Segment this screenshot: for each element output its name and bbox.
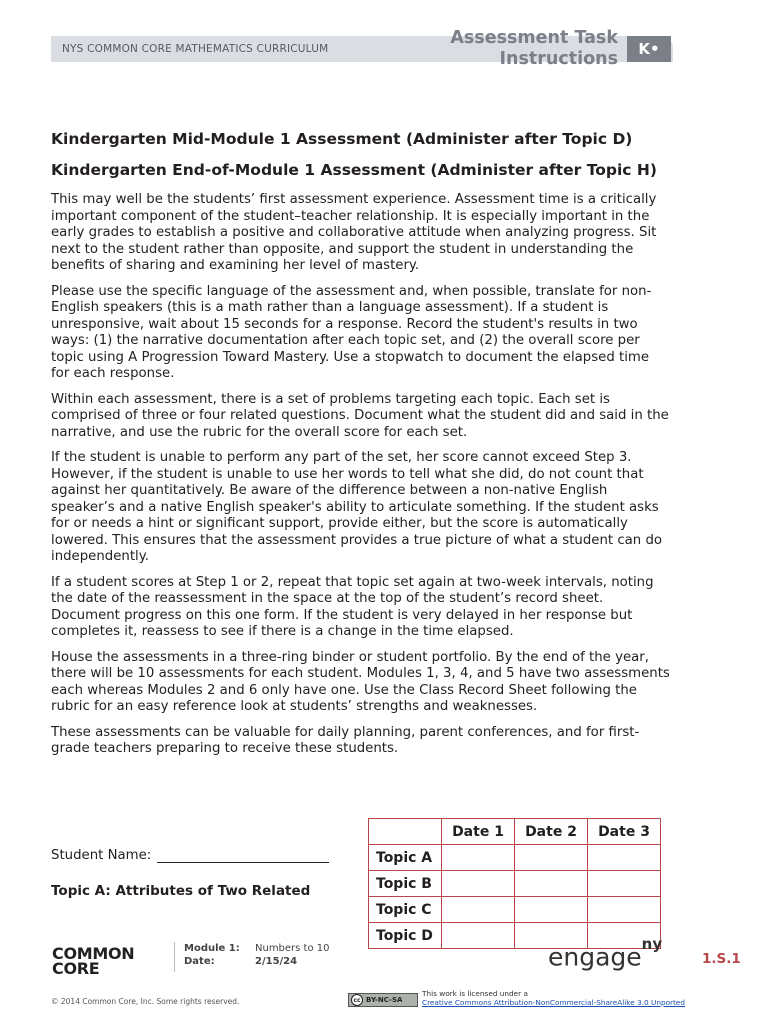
instructions-body xyxy=(51,130,671,767)
topic-heading: Topic A: Attributes of Two Related xyxy=(51,883,311,899)
brand-text: engage xyxy=(548,942,642,972)
copyright: © 2014 Common Core, Inc. Some rights reserved. xyxy=(51,997,240,1006)
table-header-row xyxy=(369,819,661,845)
date-cell[interactable] xyxy=(442,871,515,897)
row-label: Topic B xyxy=(369,871,442,897)
brand-sup: ny xyxy=(641,935,663,953)
engageny-logo xyxy=(548,935,663,972)
paragraph: Please use the specific language of the assessment and, when possible, translate for non-English speakers (this is a math rather than a language assessment). If a student is unresponsive, wait about 15 seconds for a response. Record the student's results in two ways: (1) the narrative documentation after each topic set, and (2) the overall score per topic using A Progression Toward Mastery. Use a stopwatch to document the elapsed time for each response. xyxy=(51,283,652,381)
date-cell[interactable] xyxy=(515,871,588,897)
license-text: This work is licensed under a xyxy=(422,989,528,998)
date-cell[interactable] xyxy=(442,845,515,871)
row-label: Topic C xyxy=(369,897,442,923)
module-value: Numbers to 10 xyxy=(255,943,330,954)
common-core-logo xyxy=(52,946,134,976)
column-header: Date 2 xyxy=(515,819,588,845)
table-row xyxy=(369,845,661,871)
license-link[interactable]: Creative Commons Attribution-NonCommercial-ShareAlike 3.0 Unported xyxy=(422,998,686,1007)
cc-license-badge xyxy=(348,993,418,1007)
column-header: Date 1 xyxy=(442,819,515,845)
column-header: Date 3 xyxy=(588,819,661,845)
page-title-line2: Instructions xyxy=(499,49,618,69)
table-corner-cell xyxy=(369,819,442,845)
record-table xyxy=(368,818,661,949)
date-cell[interactable] xyxy=(442,923,515,949)
cc-icon: cc xyxy=(351,994,363,1006)
page-title xyxy=(450,28,618,70)
row-label: Topic A xyxy=(369,845,442,871)
date-cell[interactable] xyxy=(588,897,661,923)
license-notice xyxy=(422,989,685,1007)
paragraph: This may well be the students’ first assessment experience. Assessment time is a critically important component of the student–teacher relationship. It is especially important in the early grades to establish a positive and collaborative attitude when analyzing progress. Sit next to the student rather than opposite, and support the student in understanding the benefits of sharing and examining her level of mastery. xyxy=(51,192,657,273)
logo-line1: COMMON xyxy=(52,944,135,963)
curriculum-label: NYS COMMON CORE MATHEMATICS CURRICULUM xyxy=(62,43,329,55)
date-cell[interactable] xyxy=(515,897,588,923)
logo-line2: CORE xyxy=(52,959,100,978)
student-name-row xyxy=(51,848,329,863)
paragraph: Within each assessment, there is a set of problems targeting each topic. Each set is comprised of three or four related questions. Document what the student did and said in the narrative, and use the rubric for the overall score for each set. xyxy=(51,391,669,440)
paragraph: House the assessments in a three-ring binder or student portfolio. By the end of the year, there will be 10 assessments for each student. Modules 1, 3, 4, and 5 have two assessments each whereas Modules 2 and 6 only have one. Use the Class Record Sheet following the rubric for an easy reference look at students’ strengths and weaknesses. xyxy=(51,649,670,714)
footer-divider xyxy=(174,942,175,972)
student-name-label: Student Name: xyxy=(51,848,152,863)
table-row xyxy=(369,897,661,923)
date-label: Date: xyxy=(184,956,215,967)
date-cell[interactable] xyxy=(588,845,661,871)
footer-meta xyxy=(184,942,330,968)
paragraph: If a student scores at Step 1 or 2, repeat that topic set again at two-week intervals, noting the date of the reassessment in the space at the top of the student’s record sheet. Document progress on this one form. If the student is very delayed in her response but completes it, reassess to see if there is a change in the time elapsed. xyxy=(51,574,654,639)
row-label: Topic D xyxy=(369,923,442,949)
cc-badge-text: BY-NC-SA xyxy=(366,996,403,1004)
mid-module-heading: Kindergarten Mid-Module 1 Assessment (Administer after Topic D) xyxy=(51,130,633,148)
table-row xyxy=(369,871,661,897)
date-value: 2/15/24 xyxy=(255,956,298,967)
date-cell[interactable] xyxy=(442,897,515,923)
date-cell[interactable] xyxy=(588,871,661,897)
paragraph: These assessments can be valuable for daily planning, parent conferences, and for first-grade teachers preparing to receive these students. xyxy=(51,724,640,756)
grade-badge: K• xyxy=(627,36,671,62)
end-module-heading: Kindergarten End-of-Module 1 Assessment (Administer after Topic H) xyxy=(51,161,657,179)
module-label: Module 1: xyxy=(184,943,240,954)
student-name-field[interactable] xyxy=(157,848,329,863)
page-title-line1: Assessment Task xyxy=(450,28,618,48)
paragraph: If the student is unable to perform any part of the set, her score cannot exceed Step 3. However, if the student is unable to use her words to tell what she did, do not count that against her quantitatively. Be aware of the difference between a non-native English speaker’s and a native English speaker's ability to articulate something. If the student asks for or needs a hint or significant support, provide either, but the score is automatically lowered. This ensures that the assessment provides a true picture of what a student can do independently. xyxy=(51,450,663,564)
date-cell[interactable] xyxy=(515,845,588,871)
page-code: 1.S.1 xyxy=(702,951,741,967)
